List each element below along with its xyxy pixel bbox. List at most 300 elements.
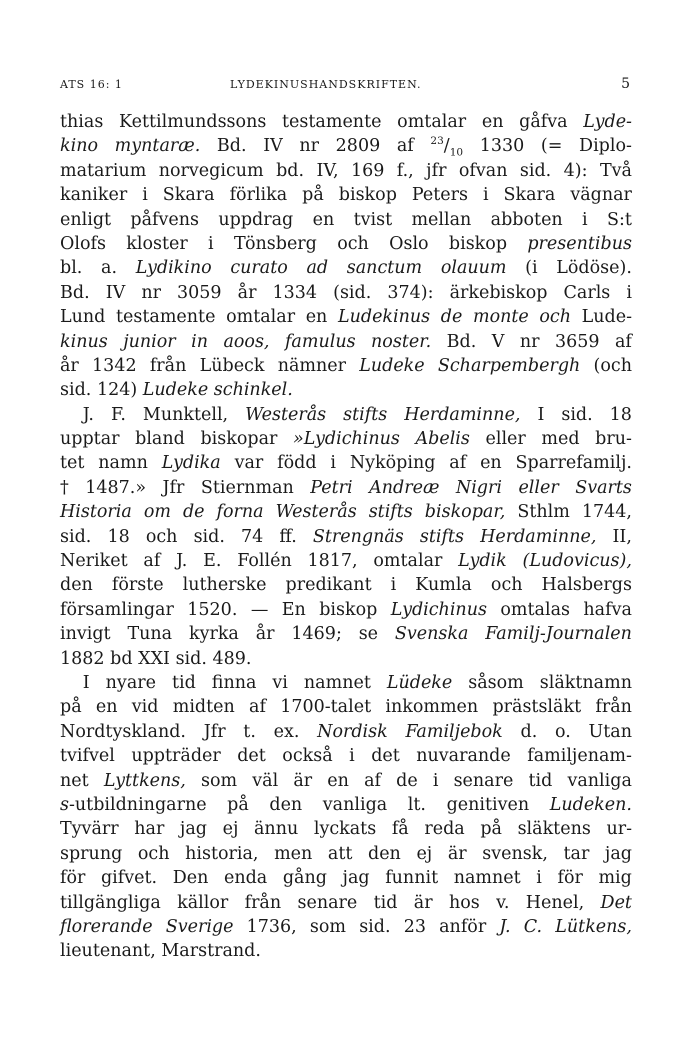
word: lieutenant, (60, 941, 156, 962)
text-line (60, 159, 632, 183)
word: ej (416, 843, 433, 864)
word: i (536, 868, 542, 889)
word: bru- (595, 429, 632, 450)
word: upptar (60, 429, 120, 450)
word: och (539, 307, 571, 328)
word: Petri (310, 477, 353, 498)
word: som (309, 916, 347, 937)
word: också (282, 746, 333, 767)
word: sid. (561, 404, 593, 425)
word: aoos, (223, 331, 270, 352)
text-line (60, 110, 632, 134)
word: kinus (60, 331, 108, 352)
word: för (60, 868, 86, 889)
word: jfr (426, 160, 447, 181)
word: s-utbildningarne (60, 794, 207, 815)
word: den (269, 794, 303, 815)
word: på (480, 819, 502, 840)
word: väl (252, 770, 279, 791)
word: år (237, 282, 257, 303)
word: 3059 (177, 282, 222, 303)
word: $^{23}/_{10}$ (430, 135, 464, 159)
word: Tuna (127, 624, 173, 645)
word: 1487.» (85, 477, 147, 498)
word: inkommen (385, 697, 479, 718)
word: Nordisk (317, 721, 388, 742)
word: Det (600, 892, 632, 913)
word: sid. (175, 648, 207, 669)
word: (sid. (333, 282, 372, 303)
word: Lyttkens, (103, 770, 186, 791)
text-line (60, 427, 632, 451)
word: senare (297, 892, 358, 913)
word: myntaræ. (114, 136, 201, 157)
word: och (145, 526, 178, 547)
word: ex. (273, 721, 300, 742)
word: år (60, 355, 79, 376)
word: och (337, 233, 369, 254)
word: — (250, 599, 269, 620)
word: lutherske (182, 575, 267, 596)
word: Lödöse). (556, 258, 632, 279)
word: Den (172, 868, 209, 889)
word: IV (263, 136, 283, 157)
text-line (60, 305, 632, 329)
word: den (60, 575, 93, 596)
word: Utan (588, 721, 632, 742)
word: biskop (338, 185, 397, 206)
text-line (60, 817, 632, 841)
word: o. (554, 721, 571, 742)
word: af (614, 331, 632, 352)
word: 1342 (92, 355, 137, 376)
word: omtalar (226, 307, 296, 328)
word: presentibus (527, 233, 632, 254)
word: I (537, 404, 545, 425)
word: de (440, 307, 463, 328)
word: 4): (563, 160, 588, 181)
word: i (330, 453, 336, 474)
word: Familj-Journalen (485, 624, 632, 645)
word: mellan (411, 209, 472, 230)
text-line (60, 549, 632, 573)
word: i (432, 770, 439, 791)
word: junior (123, 331, 176, 352)
word: jag (179, 819, 207, 840)
word: 2809 (335, 136, 381, 157)
word: (i (525, 258, 538, 279)
running-title: LYDEKINUSHANDSKRIFTEN. (230, 78, 422, 91)
word: Tönsberg (233, 233, 317, 254)
word: kaniker (60, 185, 128, 206)
word: kino (60, 136, 99, 157)
word: Jfr (203, 721, 226, 742)
word: mig (598, 868, 632, 889)
word: sid. (359, 916, 391, 937)
word: är (413, 892, 433, 913)
word: på (60, 697, 82, 718)
text-line (60, 866, 632, 890)
word: förste (111, 575, 164, 596)
word: Olofs (60, 233, 106, 254)
word: lyckats (313, 819, 377, 840)
word: Stiernman (200, 477, 294, 498)
word: invigt (60, 624, 111, 645)
word: thias (60, 112, 104, 132)
word: omtalas (500, 599, 570, 620)
text-line (60, 842, 632, 866)
word: 169 (350, 160, 385, 181)
word: tvifvel (60, 746, 115, 767)
word: en (481, 112, 504, 132)
word: få (391, 819, 409, 840)
text-line (60, 598, 632, 622)
word: en (305, 307, 328, 328)
word: F. (110, 404, 126, 425)
word: f., (396, 160, 414, 181)
text-line (60, 354, 632, 378)
word: jag (604, 843, 632, 864)
word: a. (101, 258, 118, 279)
text-line (60, 695, 632, 719)
word: Westerås (275, 502, 357, 523)
word: 1334 (272, 282, 318, 303)
word: omtalar (397, 112, 467, 132)
word: curato (230, 258, 288, 279)
word: ff. (279, 526, 297, 547)
word: Scharpembergh (437, 355, 581, 376)
word: schinkel. (213, 380, 293, 401)
word: olauum (440, 258, 507, 279)
word: Svenska (394, 624, 469, 645)
word: bd (110, 648, 133, 669)
word: d. (520, 721, 538, 742)
word: se (358, 624, 379, 645)
word: J. (176, 551, 188, 572)
word: sanctum (346, 258, 423, 279)
word: ur- (606, 819, 632, 840)
word: senare (453, 770, 514, 791)
word-part: s (60, 794, 69, 815)
word: i (390, 575, 397, 596)
word: biskopar, (424, 502, 506, 523)
word: J. (499, 916, 511, 937)
page-number: 5 (621, 76, 630, 92)
word: hafva (583, 599, 632, 620)
word: Bd. (446, 331, 477, 352)
word: Kumla (415, 575, 472, 596)
word: v. (496, 892, 510, 913)
word: funnit (385, 868, 439, 889)
word: Bd. (60, 282, 90, 303)
word: 1330 (479, 136, 525, 157)
word: J. (82, 404, 94, 425)
word: biskop (448, 233, 508, 254)
word: Lyde- (583, 112, 632, 132)
text-line (60, 183, 632, 207)
word: Historia (60, 502, 132, 523)
word: Kettilmundssons (119, 112, 267, 132)
word: (och (593, 355, 632, 376)
word: uppdrag (218, 209, 294, 230)
word: och (137, 843, 170, 864)
word: predikant (285, 575, 372, 596)
word: bland (135, 429, 185, 450)
word: Carls (563, 282, 611, 303)
word: det (371, 746, 400, 767)
word: anför (439, 916, 487, 937)
word: (= (540, 136, 563, 157)
word: I (82, 672, 90, 693)
word: II, (612, 526, 632, 547)
word: en (327, 770, 349, 791)
word: Lübeck (199, 355, 265, 376)
word: har (134, 819, 165, 840)
word: Herdaminne, (404, 404, 521, 425)
word: nr (299, 136, 320, 157)
word: historia, (185, 843, 259, 864)
word: namnet (303, 672, 371, 693)
word: 1882 (60, 648, 105, 669)
running-header (60, 78, 630, 98)
word: Strengnäs (312, 526, 404, 547)
text-line (60, 256, 632, 280)
text-line (60, 939, 632, 963)
word: Lydik (458, 551, 507, 572)
word: biskopar (200, 429, 278, 450)
text-line (60, 793, 632, 817)
word: 1469; (291, 624, 342, 645)
text-line (60, 525, 632, 549)
word: gifvet. (100, 868, 158, 889)
word: ännu (254, 819, 299, 840)
word: sid. (193, 526, 225, 547)
text-line (60, 500, 632, 524)
word: † (60, 477, 69, 498)
word: af (396, 136, 414, 157)
text-line (60, 232, 632, 256)
word: gåfva (519, 112, 568, 132)
word: i (626, 282, 632, 303)
word: familjenam- (527, 746, 632, 767)
word: 1700-talet (280, 697, 372, 718)
text-line (60, 403, 632, 427)
word: 3659 (554, 331, 600, 352)
word: Follén (237, 551, 292, 572)
word: Munktell, (142, 404, 229, 425)
word: svensk, (482, 843, 548, 864)
word: 1744, (581, 502, 632, 523)
word: Bd. (216, 136, 247, 157)
word: genitiven (446, 794, 530, 815)
word: ej (222, 819, 239, 840)
word: Oslo (389, 233, 429, 254)
word: Svarts (575, 477, 632, 498)
word: af (143, 551, 161, 572)
word: Abelis (415, 429, 470, 450)
text-line (60, 208, 632, 232)
word: bl. (60, 258, 83, 279)
word: »Lydichinus (292, 429, 400, 450)
word: monte (472, 307, 529, 328)
word: sid. (519, 160, 552, 181)
word: reda (424, 819, 465, 840)
word: lt. (407, 794, 426, 815)
word: gång (282, 868, 327, 889)
text-line (60, 671, 632, 695)
word: Skara (162, 185, 215, 206)
word: t. (243, 721, 256, 742)
word: nuvarande (416, 746, 511, 767)
word: famulus (284, 331, 356, 352)
word: Sverige (165, 916, 234, 937)
word: tet (60, 453, 85, 474)
word: Nyköping (349, 453, 436, 474)
word: vanliga (567, 770, 632, 791)
word: eller (518, 477, 559, 498)
word: tillgängliga (60, 892, 161, 913)
word: vi (272, 672, 288, 693)
word: omtalar (373, 551, 443, 572)
word: är (293, 770, 313, 791)
text-line (60, 573, 632, 597)
word: af (364, 770, 381, 791)
word: ofvan (458, 160, 508, 181)
word: de (182, 502, 205, 523)
word: släktnamn (539, 672, 632, 693)
word: testamente (116, 307, 216, 328)
word: Ludeke (142, 380, 209, 401)
word: namnet (453, 868, 521, 889)
word: såsom (468, 672, 524, 693)
word: 74 (241, 526, 264, 547)
word: i (582, 209, 588, 230)
word: 18 (609, 404, 632, 425)
text-line (60, 647, 632, 671)
word: nyare (105, 672, 156, 693)
word: Ludeke (359, 355, 425, 376)
word: nr (141, 282, 161, 303)
word: midten (172, 697, 235, 718)
word: Sparrefamilj. (515, 453, 632, 474)
word: vanliga (322, 794, 388, 815)
text-line (60, 281, 632, 305)
word: 374): (387, 282, 434, 303)
text-line (60, 744, 632, 768)
word: bd. (276, 160, 305, 181)
word: vid (131, 697, 159, 718)
word: Sthlm (517, 502, 570, 523)
word: Lydika (161, 453, 221, 474)
word: uppträder (131, 746, 221, 767)
word: förlika (229, 185, 288, 206)
word: på (227, 794, 249, 815)
word: norvegicum (158, 160, 264, 181)
word: är (447, 843, 467, 864)
word: biskop (319, 599, 378, 620)
word: i (349, 746, 355, 767)
word: om (143, 502, 171, 523)
word: nr (519, 331, 540, 352)
word: Lütkens, (555, 916, 632, 937)
word: Skara (503, 185, 556, 206)
word: en (480, 453, 502, 474)
word: florerande (60, 916, 153, 937)
word: församlingar (60, 599, 174, 620)
word: Lydikino (135, 258, 212, 279)
word: af (449, 453, 467, 474)
text-line (60, 769, 632, 793)
text-line (60, 891, 632, 915)
word: C. (523, 916, 543, 937)
text-line (60, 451, 632, 475)
word: prästsläkt (492, 697, 582, 718)
word: Andreæ (369, 477, 440, 498)
word: Familjebok (405, 721, 503, 742)
word: Westerås (245, 404, 327, 425)
word: IV (105, 282, 126, 303)
word: i (482, 185, 489, 206)
word: XXI (138, 648, 170, 669)
word: E. (203, 551, 222, 572)
word: 124) (96, 380, 138, 401)
word: född (277, 453, 317, 474)
word: sid. (60, 526, 92, 547)
word: hos (448, 892, 480, 913)
word: stifts (343, 404, 388, 425)
word: namn (98, 453, 148, 474)
text-line (60, 330, 632, 354)
word: påfvens (130, 209, 200, 230)
word: net (60, 770, 89, 791)
journal-reference: ATS 16: 1 (60, 78, 123, 91)
word: släktens (517, 819, 591, 840)
word: in (191, 331, 208, 352)
word: för (557, 868, 583, 889)
word: 489. (212, 648, 252, 669)
word: Lude- (581, 307, 632, 328)
word: jag (342, 868, 370, 889)
word: Ludeken. (549, 794, 632, 815)
word: tid (528, 770, 553, 791)
word: på (302, 185, 324, 206)
word: Två (599, 160, 632, 181)
word: Lüdeke (386, 672, 453, 693)
word: Lund (60, 307, 106, 328)
word: tar (563, 843, 590, 864)
word: de (396, 770, 418, 791)
word: en (95, 697, 118, 718)
word: kyrka (188, 624, 239, 645)
word: S:t (607, 209, 632, 230)
word: kloster (126, 233, 188, 254)
word: enda (223, 868, 268, 889)
word: ad (306, 258, 329, 279)
word: från (244, 892, 282, 913)
word: sid. (60, 380, 92, 401)
word: Jfr (162, 477, 185, 498)
word: Henel, (525, 892, 585, 913)
word: sprung (60, 843, 123, 864)
word: Marstrand. (161, 941, 261, 962)
word: En (281, 599, 306, 620)
word: det (237, 746, 266, 767)
word: testamente (282, 112, 382, 132)
text-line (60, 378, 632, 402)
word: och (490, 575, 523, 596)
word: tvist (353, 209, 393, 230)
word: Herdaminne, (480, 526, 597, 547)
